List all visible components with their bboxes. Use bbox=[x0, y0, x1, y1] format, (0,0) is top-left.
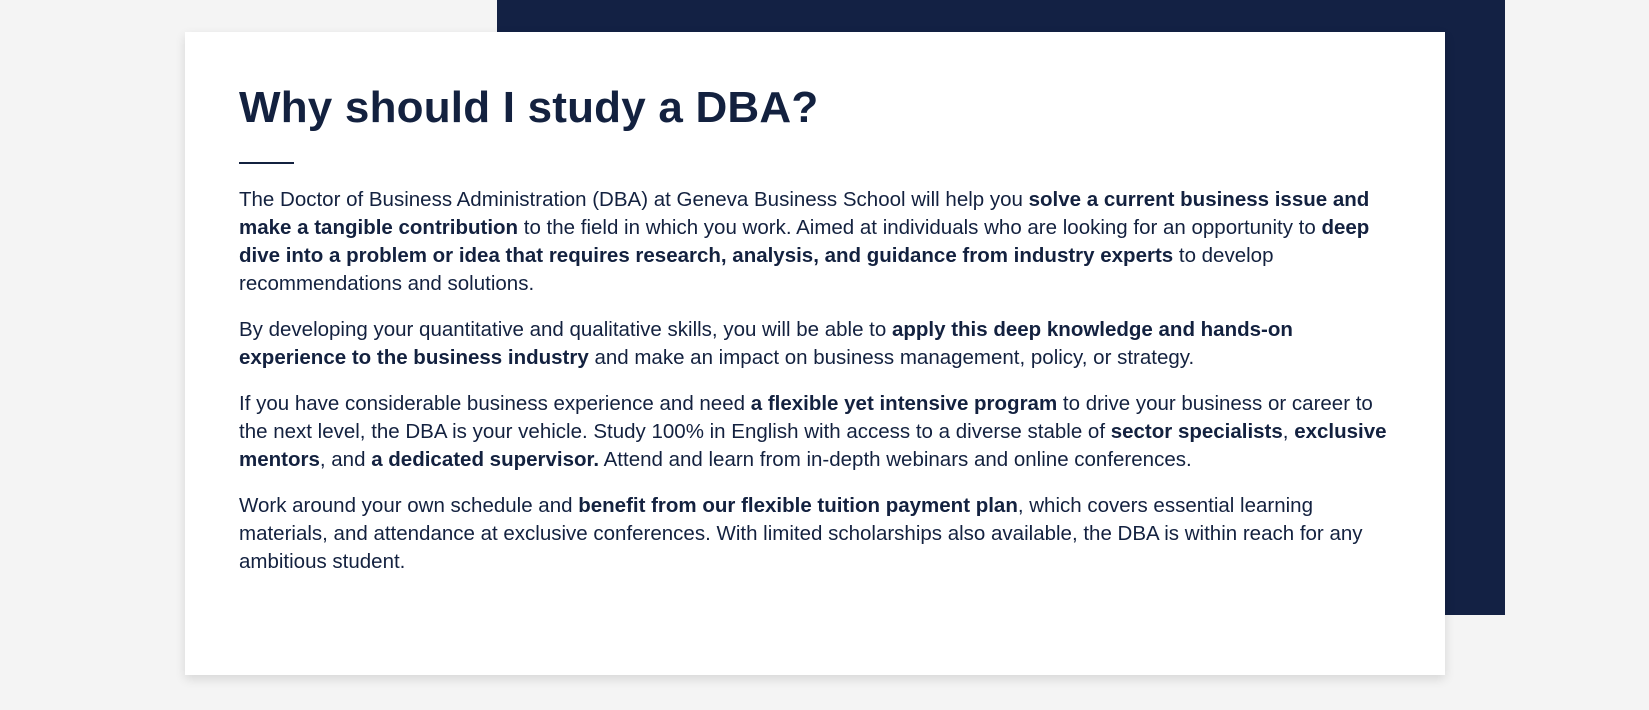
paragraph-text: to the field in which you work. Aimed at individuals who are looking for an opportunity to bbox=[518, 216, 1322, 239]
body-paragraph bbox=[239, 492, 1405, 576]
paragraph-text: By developing your quantitative and qualitative skills, you will be able to bbox=[239, 318, 892, 341]
paragraph-text: If you have considerable business experience and need bbox=[239, 392, 751, 415]
highlighted-text: a flexible yet intensive program bbox=[750, 392, 1058, 415]
highlighted-text: exclusive mentors bbox=[239, 420, 1387, 471]
paragraph-text: , bbox=[1282, 420, 1295, 443]
title-divider bbox=[239, 162, 294, 164]
highlighted-text: deep dive into a problem or idea that requires research, analysis, and guidance from industry experts bbox=[239, 216, 1370, 267]
paragraph-text: Attend and learn from in-depth webinars and online conferences. bbox=[599, 448, 1192, 471]
section-body bbox=[239, 186, 1405, 576]
paragraph-text: , which covers essential learning materials, and attendance at exclusive conferences. With limited scholarships also available, the DBA is within reach for any ambitious student. bbox=[239, 494, 1363, 573]
highlighted-text: a dedicated supervisor. bbox=[371, 448, 600, 471]
dba-info-card bbox=[185, 32, 1445, 675]
highlighted-text: apply this deep knowledge and hands-on experience to the business industry bbox=[239, 318, 1293, 369]
highlighted-text: solve a current business issue and make a tangible contribution bbox=[239, 188, 1370, 239]
section-title: Why should I study a DBA? bbox=[239, 83, 819, 132]
paragraph-text: The Doctor of Business Administration (DBA) at Geneva Business School will help you bbox=[239, 188, 1029, 211]
paragraph-text: to drive your business or career to the next level, the DBA is your vehicle. Study 100% in English with access to a diverse stable of bbox=[239, 392, 1373, 443]
body-paragraph bbox=[239, 316, 1405, 372]
paragraph-text: to develop recommendations and solutions. bbox=[239, 244, 1274, 295]
highlighted-text: benefit from our flexible tuition payment plan bbox=[578, 494, 1018, 517]
paragraph-text: , and bbox=[319, 448, 372, 471]
body-paragraph bbox=[239, 186, 1405, 298]
paragraph-text: Work around your own schedule and bbox=[239, 494, 579, 517]
body-paragraph bbox=[239, 390, 1405, 474]
paragraph-text: and make an impact on business management, policy, or strategy. bbox=[588, 346, 1195, 369]
highlighted-text: sector specialists bbox=[1110, 420, 1283, 443]
